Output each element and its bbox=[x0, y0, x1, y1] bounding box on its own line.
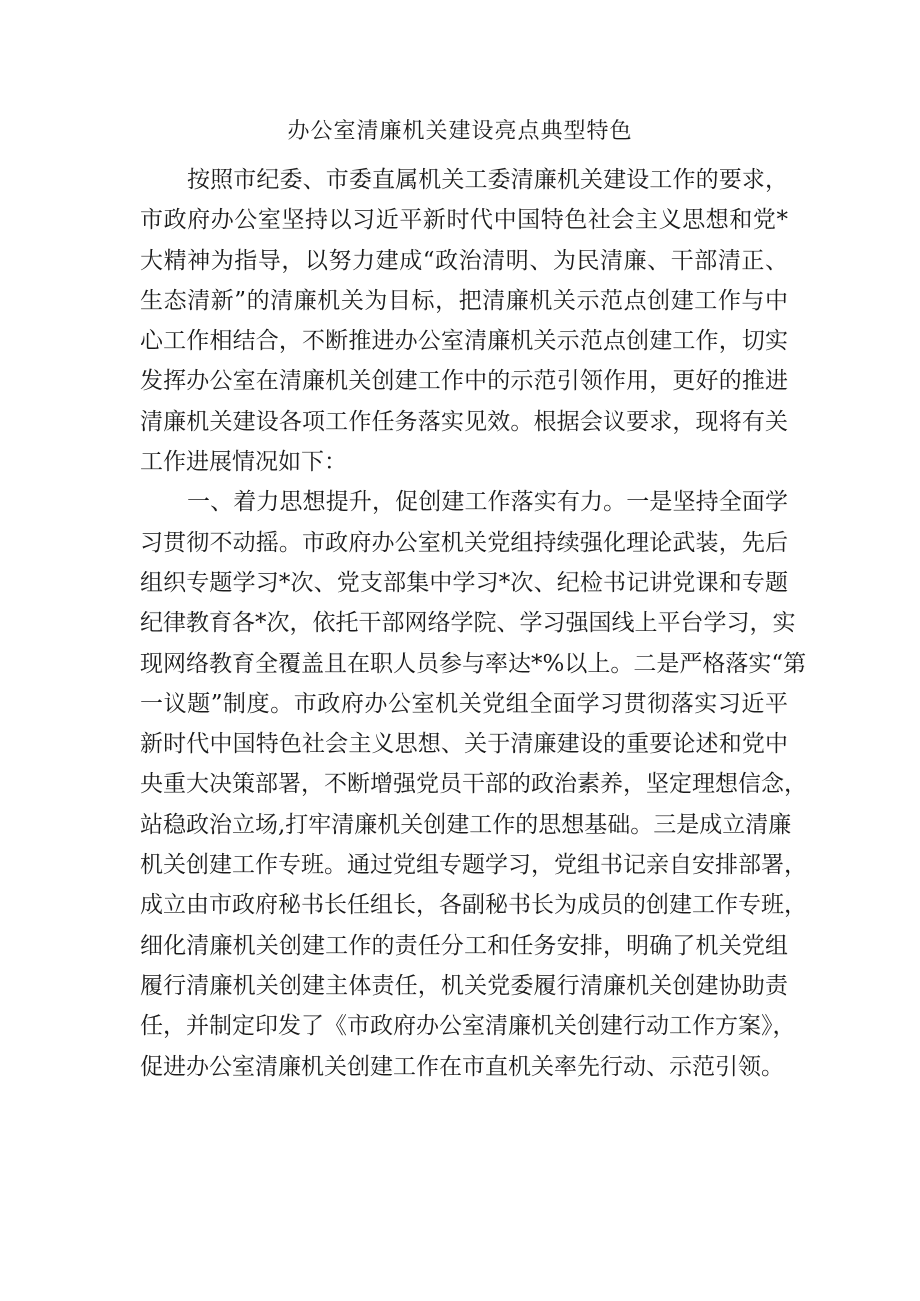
paragraph-line: 央重大决策部署，不断增强党员干部的政治素养，坚定理想信念， bbox=[140, 771, 807, 798]
paragraph-line: 任，并制定印发了《市政府办公室清廉机关创建行动工作方案》， bbox=[140, 1013, 796, 1040]
paragraph-line: 大精神为指导，以努力建成“政治清明、为民清廉、干部清正、 bbox=[140, 247, 788, 274]
paragraph-line: 机关创建工作专班。通过党组专题学习，党组书记亲自安排部署， bbox=[140, 852, 807, 879]
paragraph-line: 心工作相结合，不断推进办公室清廉机关示范点创建工作，切实 bbox=[140, 328, 788, 355]
paragraph-line: 一、着力思想提升，促创建工作落实有力。一是坚持全面学 bbox=[187, 489, 788, 516]
paragraph-line: 生态清新”的清廉机关为目标，把清廉机关示范点创建工作与中 bbox=[140, 287, 788, 314]
paragraph-line: 按照市纪委、市委直属机关工委清廉机关建设工作的要求， bbox=[187, 167, 788, 193]
paragraph-line: 清廉机关建设各项工作任务落实见效。根据会议要求，现将有关 bbox=[140, 408, 788, 435]
paragraph-line: 工作进展情况如下： bbox=[140, 449, 347, 476]
paragraph-line: 发挥办公室在清廉机关创建工作中的示范引领作用，更好的推进 bbox=[140, 368, 788, 395]
paragraph-line: 习贯彻不动摇。市政府办公室机关党组持续强化理论武装，先后 bbox=[140, 529, 788, 556]
paragraph-line: 细化清廉机关创建工作的责任分工和任务安排，明确了机关党组 bbox=[140, 932, 788, 959]
document-body bbox=[140, 160, 807, 1087]
document-title: 办公室清廉机关建设亮点典型特色 bbox=[287, 119, 633, 144]
paragraph-line: 履行清廉机关创建主体责任，机关党委履行清廉机关创建协助责 bbox=[140, 972, 788, 999]
paragraph-line: 促进办公室清廉机关创建工作在市直机关率先行动、示范引领。 bbox=[140, 1053, 784, 1080]
paragraph-line: 一议题”制度。市政府办公室机关党组全面学习贯彻落实习近平 bbox=[140, 690, 788, 717]
paragraph-line: 市政府办公室坚持以习近平新时代中国特色社会主义思想和党* bbox=[140, 207, 788, 234]
paragraph-intro bbox=[140, 160, 788, 482]
paragraph-line: 组织专题学习*次、党支部集中学习*次、纪检书记讲党课和专题 bbox=[140, 569, 788, 596]
paragraph-line: 纪律教育各*次，依托干部网络学院、学习强国线上平台学习，实 bbox=[140, 610, 796, 637]
paragraph-line: 现网络教育全覆盖且在职人员参与率达*%以上。二是严格落实“第 bbox=[140, 650, 807, 677]
paragraph-line: 站稳政治立场,打牢清廉机关创建工作的思想基础。三是成立清廉 bbox=[140, 811, 792, 838]
paragraph-line: 成立由市政府秘书长任组长，各副秘书长为成员的创建工作专班， bbox=[140, 892, 807, 919]
paragraph-section-one bbox=[140, 482, 807, 1086]
paragraph-line: 新时代中国特色社会主义思想、关于清廉建设的重要论述和党中 bbox=[140, 731, 788, 758]
